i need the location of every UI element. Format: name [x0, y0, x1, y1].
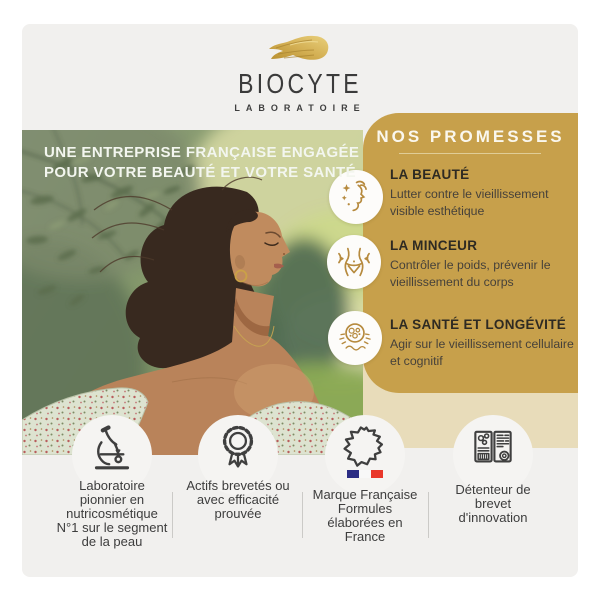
promise-desc-line: Contrôler le poids, prévenir le — [390, 258, 551, 272]
promise-desc-line: Lutter contre le vieillissement — [390, 187, 549, 201]
feature-line: Détenteur de — [455, 482, 531, 497]
promise-desc-line: visible esthétique — [390, 203, 485, 218]
promise-desc-line: vieillissement du corps — [390, 274, 514, 289]
feature-patented-actives — [173, 479, 303, 521]
biocyte-logo — [22, 34, 578, 113]
feature-line: pionnier en — [79, 492, 145, 507]
flag-white — [359, 470, 371, 478]
award-rosette-icon — [214, 424, 262, 472]
cell-longevity-icon — [336, 319, 374, 357]
promise-desc-line: et cognitif — [390, 353, 443, 368]
patent-book-icon — [469, 424, 517, 472]
feature-line: N°1 sur le segment — [56, 520, 168, 535]
brand-subtitle: LABORATOIRE — [234, 103, 366, 113]
slimness-icon-circle — [327, 235, 381, 289]
feature-line: Formules — [337, 501, 393, 516]
brand-name: BIOCYTE — [238, 68, 362, 99]
promise-title: LA SANTÉ ET LONGÉVITÉ — [390, 317, 567, 332]
feature-line: Actifs brevetés ou — [186, 478, 290, 493]
feature-line: Marque Française — [312, 487, 418, 502]
headline-line2: POUR VOTRE BEAUTÉ ET VOTRE SANTÉ — [44, 164, 356, 181]
feature-line: prouvée — [214, 506, 262, 521]
feature-lab-pioneer — [47, 479, 177, 549]
promises-title: NOS PROMESSES — [376, 127, 565, 146]
promises-underline — [399, 153, 541, 154]
feature-line: de la peau — [81, 534, 143, 549]
card — [22, 24, 578, 577]
flag-red — [371, 470, 383, 478]
france-map-icon — [341, 424, 389, 472]
feature-line: brevet — [474, 496, 512, 511]
promise-beaute — [390, 167, 578, 219]
feature-line: Laboratoire — [79, 478, 145, 493]
promise-sante — [390, 317, 578, 369]
face-sparkles-icon — [337, 178, 375, 216]
hero-headline — [44, 143, 364, 183]
flag-blue — [347, 470, 359, 478]
feature-line: élaborées en — [327, 515, 403, 530]
feature-line: d'innovation — [458, 510, 528, 525]
promise-title: LA BEAUTÉ — [390, 167, 470, 182]
slim-waist-icon — [335, 243, 373, 281]
longevity-icon-circle — [328, 311, 382, 365]
promise-desc-line: Agir sur le vieillissement cellulaire — [390, 337, 574, 351]
french-flag — [347, 470, 383, 478]
feature-patent-holder — [428, 483, 558, 525]
gold-brush-icon — [268, 34, 332, 66]
feature-line: France — [344, 529, 386, 544]
feature-line: avec efficacité — [196, 492, 280, 507]
promise-title: LA MINCEUR — [390, 238, 478, 253]
headline-line1: UNE ENTREPRISE FRANÇAISE ENGAGÉE — [44, 144, 360, 161]
feature-line: nutricosmétique — [66, 506, 158, 521]
feature-french-brand — [300, 488, 430, 544]
microscope-icon — [88, 424, 136, 472]
promise-minceur — [390, 238, 578, 290]
